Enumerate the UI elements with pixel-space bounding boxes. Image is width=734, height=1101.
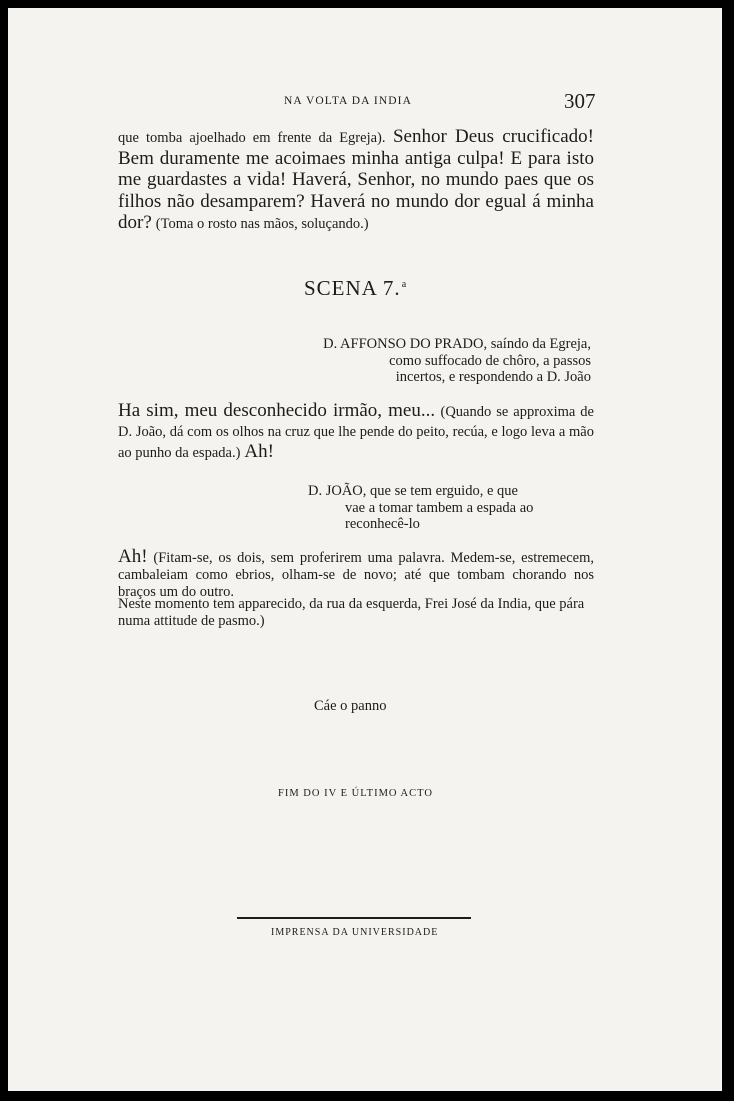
character-direction-affonso: [260, 336, 591, 386]
stage-direction-inline: (Fitam-se, os dois, sem proferirem uma palavra. Medem-se, estremecem, cambaleiam como ebrios, olham-se de novo; até que tombam chorando nos braços um do outro.: [118, 550, 594, 600]
character-direction-joao: [308, 483, 592, 533]
running-header: NA VOLTA DA INDIA: [284, 95, 412, 107]
scene-heading: SCENA 7.$^a$: [304, 276, 408, 300]
stage-direction-paragraph: Neste momento tem apparecido, da rua da esquerda, Frei José da India, que pára numa attitude de pasmo.): [118, 596, 585, 629]
stage-direction-inline: (Toma o rosto nas mãos, soluçando.): [155, 216, 369, 232]
spoken-text: Ha sim, meu desconhecido irmão, meu...: [118, 400, 436, 421]
dialogue-paragraph-3: [118, 548, 594, 601]
page-number: 307: [564, 89, 596, 113]
direction-line: reconhecê-lo: [345, 516, 420, 532]
direction-line: vae a tomar tambem a espada ao: [345, 499, 534, 516]
spoken-text: Ah!: [118, 546, 148, 567]
spoken-text: Ah!: [244, 441, 274, 462]
end-of-act: FIM DO IV E ÚLTIMO ACTO: [278, 788, 433, 799]
spoken-text: Senhor Deus crucificado! Bem duramente me acoimaes minha antiga culpa! E para isto me guardastes a vida! Haverá, Senhor, no mundo paes que os filhos não desamparem? Haverá no mundo dor egual á minha dor?: [118, 126, 594, 233]
curtain-line: Cáe o panno: [314, 698, 387, 714]
dialogue-paragraph-1: [118, 127, 594, 235]
printer-imprint: IMPRENSA DA UNIVERSIDADE: [271, 927, 439, 938]
direction-line: como suffocado de chôro, a passos: [389, 352, 591, 369]
divider-rule: [237, 917, 471, 919]
direction-line: D. AFFONSO DO PRADO, saíndo da Egreja,: [323, 336, 591, 352]
stage-direction-inline: (Quando se approxima de D. João, dá com os olhos na cruz que lhe pende do peito, recúa, e logo leva a mão ao punho da espada.): [118, 404, 594, 461]
stage-direction-inline: que tomba ajoelhado em frente da Egreja).: [118, 130, 386, 146]
scene-heading-superscript: a: [401, 279, 408, 290]
direction-line: incertos, e respondendo a D. João: [395, 369, 591, 385]
dialogue-paragraph-2: [118, 401, 594, 463]
book-page: [8, 8, 722, 1091]
direction-line: D. JOÃO, que se tem erguido, e que: [308, 483, 518, 499]
